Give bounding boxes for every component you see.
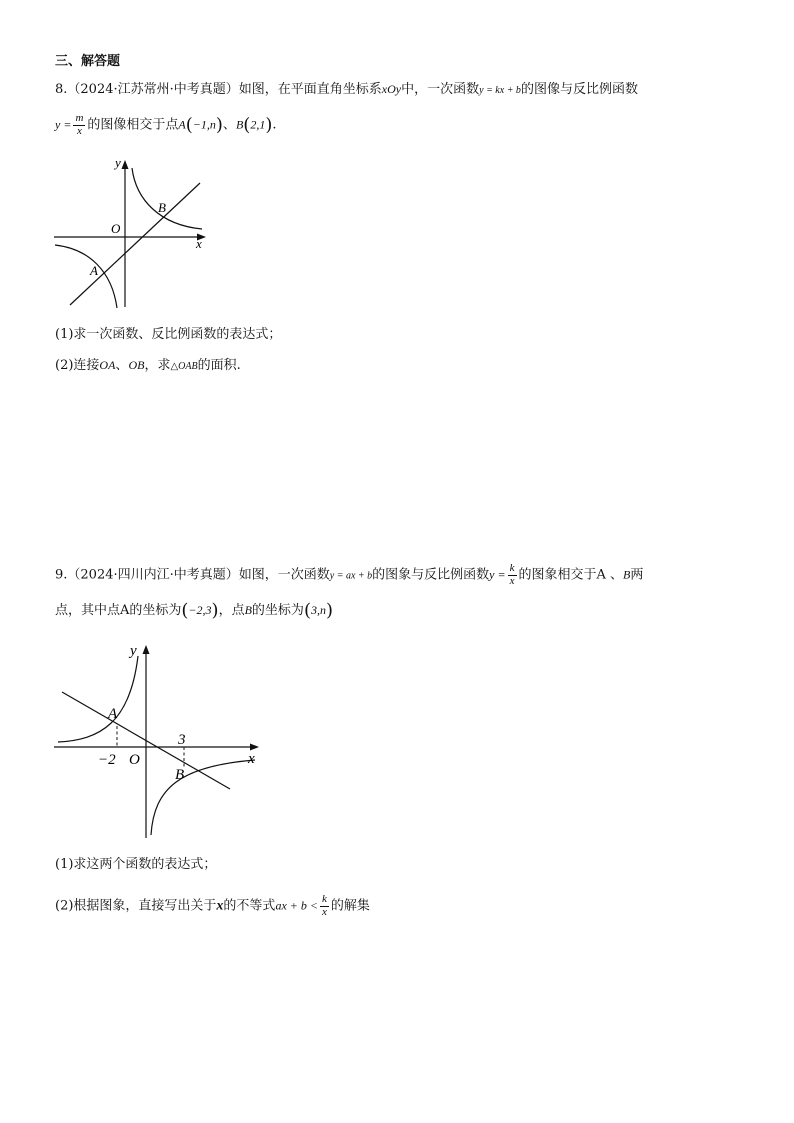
q8-line-1 [55,83,638,96]
q8-frac-num: m [75,112,84,124]
q9-y-eq: y = [489,567,506,582]
q9-sub2 [55,894,370,918]
q9-text-6: ，点 [218,603,245,618]
q9-ineq-num: k [321,893,327,905]
q8-sep: 、 [222,117,236,133]
q9-text-5: 点，其中点A的坐标为 [55,603,182,618]
q9-ineq-den: x [321,905,327,918]
q9-sub2-mid: 的不等式 [223,898,276,914]
q9-text-2: 的图象与反比例函数 [372,567,490,583]
q9-ineq-fraction [320,894,329,918]
q8-line-2: y = $\frac{m}{x}$ 的图像相交于点A(−1,n)、B(2,1). [55,112,277,137]
q9-fig-tick-neg2: −2 [98,752,116,768]
q8-sub2-sep: 、 [115,358,129,373]
q8-fraction [73,113,85,137]
q8-fig-b-label: B [158,200,166,215]
q8-sub2 [55,359,241,372]
q9-text-6b: 的坐标为 [251,603,304,618]
section-title: 三、解答题 [55,54,121,69]
q9-fig-b-label: B [175,767,185,783]
q9-number: 9. [55,567,68,583]
q9-frac-num: k [509,562,515,574]
q9-fig-tick-3: 3 [178,732,186,748]
q9-b-label: B [623,567,631,582]
q8-y-eq: y = [55,117,72,132]
q8-source: （2024·江苏常州·中考真题） [67,82,239,97]
q8-sub2-ob: OB [128,358,145,372]
q9-x-arrow [250,744,259,751]
q9-ineq-left: ax + b < [275,898,318,913]
q9-fig-a-label: A [108,706,118,722]
q9-fig-x-label: x [248,751,255,767]
q8-figure [50,150,220,315]
q9-point-b-coords: 3,n [310,603,326,617]
q9-frac-den: x [509,574,515,587]
q9-fraction [508,563,517,587]
q9-text-3: 的图象相交于A 、 [518,567,624,583]
q8-sub1: (1)求一次函数、反比例函数的表达式； [55,327,282,342]
q8-y-arrow [122,160,129,169]
q8-text-4: 的图像相交于点 [87,117,179,133]
q8-point-a-coords: −1,n [192,117,216,132]
q9-b-label-2: B [244,603,252,617]
q8-fig-a-label: A [90,263,98,278]
q8-text-3: 的图像与反比例函数 [520,82,638,97]
q8-fig-x-label: x [196,236,202,251]
q9-linear-fn: y = ax + b [329,570,373,582]
q8-point-b-label: B [235,117,244,132]
q9-fig-y-label: y [130,643,137,659]
q8-fig-o-label: O [111,221,121,236]
q8-sub2-mid: ，求 [144,358,171,373]
q8-sub2-oa: OA [99,358,116,372]
q9-sub1: (1)求这两个函数的表达式； [55,857,217,872]
q9-sub2-end: 的解集 [330,898,370,914]
q8-hyperbola-branch-1 [132,168,202,229]
q8-text-2: 中，一次函数 [401,82,480,97]
q9-line-2: 点，其中点A的坐标为(−2,3)，点B的坐标为(3,n) [55,600,333,621]
q8-fig-y-label: y [115,155,121,170]
q9-hyperbola-branch-2 [151,760,255,835]
q8-frac-den: x [76,124,82,137]
q8-sub2-prefix: (2)连接 [55,358,100,373]
q8-end: . [272,117,277,133]
q8-number: 8. [55,82,68,97]
q9-sub2-var: x [216,898,224,914]
q8-text-1: 如图，在平面直角坐标系 [238,82,382,97]
q9-figure [50,638,270,843]
q9-point-a-coords: −2,3 [188,603,212,617]
q8-sub2-end: 的面积. [197,358,241,373]
q8-linear-line [70,183,200,305]
q9-y-arrow [143,645,150,654]
q8-hyperbola-branch-2 [55,245,117,308]
q8-coord-sys: xOy [381,82,402,96]
q8-sub2-triangle: △OAB [170,361,198,372]
q8-point-b-coords: 2,1 [250,117,266,132]
q9-text-1: 如图，一次函数 [238,567,330,583]
q8-linear-fn: y = kx + b [479,85,521,96]
q9-line-1 [55,563,643,587]
q9-fig-o-label: O [129,752,140,768]
q9-text-4: 两 [630,567,644,583]
q8-point-a-label: A [178,117,186,132]
q9-sub2-prefix: (2)根据图象，直接写出关于 [55,898,217,914]
q9-source: （2024·四川内江·中考真题） [67,567,239,583]
